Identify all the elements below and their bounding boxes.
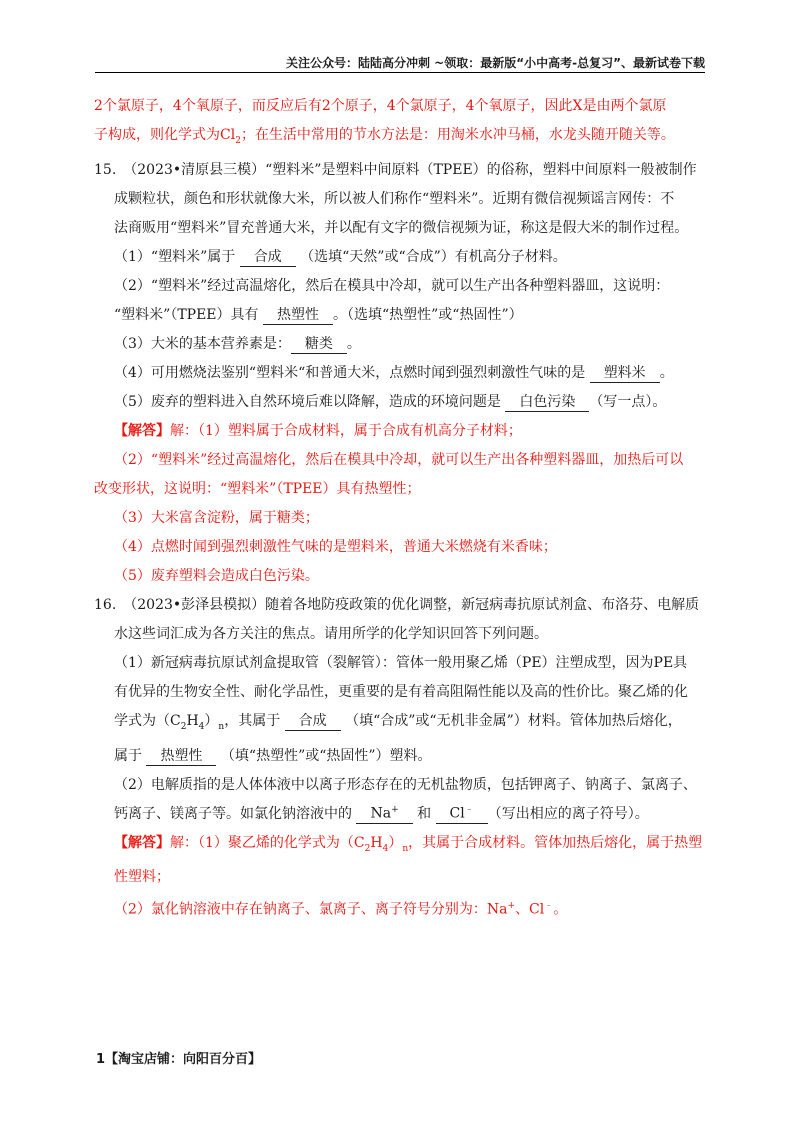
q16-part1: （1）新冠病毒抗原试剂盒提取管（裂解管）：管体一般用聚乙烯（PE）注塑成型，因为PE具	[114, 654, 688, 671]
q15-stem: 15. （2023•清原县三模）“塑料米”是塑料中间原料（TPEE）的俗称，塑料中间原料一般被制作	[94, 161, 697, 178]
q15-part2: （2）“塑料米”经过高温熔化，然后在模具中冷却，就可以生产出各种塑料器皿，这说明：	[114, 277, 670, 294]
q16-part1: 属于 热塑性 （填“热塑性”或“热固性”）塑料。	[114, 747, 432, 764]
page-header: 关注公众号：陆陆高分冲刺 ~领取：最新版“小中高考-总复习”、最新试卷下载	[286, 56, 705, 70]
answer-blank: 合成	[285, 712, 341, 731]
answer-blank: Na+	[356, 801, 412, 824]
prev-answer-line: 子构成，则化学式为$Cl_2$；在生活中常用的节水方法是：用淘米水冲马桶，水龙头随开随关等。	[94, 127, 675, 146]
footer-text: 【淘宝店铺：向阳百分百】	[105, 1052, 262, 1067]
document-body	[94, 92, 708, 925]
q15-part2: “塑料米”（TPEE）具有 热塑性 。（选填“热塑性”或“热固性”）	[114, 306, 523, 323]
q15-part1: （1）“塑料米”属于 合成 （选填“天然”或“合成”）有机高分子材料。	[114, 248, 567, 265]
q16-part2: 钙离子、镁离子等。如氯化钠溶液中的 Na+ 和 Cl﹣ （写出相应的离子符号）。	[94, 800, 708, 829]
q15-part3: （3）大米的基本营养素是： 糖类 。	[114, 335, 361, 352]
q15-solution: （4）点燃时闻到强烈刺激性气味的是塑料米，普通大米燃烧有米香味；	[114, 538, 557, 555]
solution-tag: 【解答】	[114, 422, 170, 439]
answer-blank: 糖类	[291, 335, 347, 354]
q16-part1: 学式为$(C_2H_4)_n$，其属于 合成 （填“合成”或“无机非金属”）材料。管体加热后熔化，	[114, 712, 682, 732]
answer-blank: 合成	[240, 248, 296, 267]
q16-solution: （2）氯化钠溶液中存在钠离子、氯离子、离子符号分别为：Na+、Cl﹣。	[114, 901, 568, 919]
q16-stem: 水这些词汇成为各方关注的焦点。请用所学的化学知识回答下列问题。	[114, 625, 548, 642]
header-rule	[95, 72, 705, 73]
q15-solution: （3）大米富含淀粉，属于糖类；	[114, 509, 319, 526]
q15-solution: （2）“塑料米”经过高温熔化，然后在模具中冷却，就可以生产出各种塑料器皿，加热后可以	[114, 451, 684, 468]
q15-stem: 成颗粒状，颜色和形状就像大米，所以被人们称作“塑料米”。近期有微信视频谣言网传：不	[114, 190, 675, 207]
q16-stem: 16. （2023•彭泽县模拟）随着各地防疫政策的优化调整，新冠病毒抗原试剂盒、布洛芬、电解质	[94, 596, 700, 613]
q15-part4: （4）可用燃烧法鉴别“塑料米“和普通大米，点燃时闻到强烈刺激性气味的是 塑料米 。	[114, 364, 674, 381]
q15-solution: （5）废弃塑料会造成白色污染。	[114, 567, 319, 584]
solution-tag: 【解答】	[114, 834, 170, 851]
q15-part5: （5）废弃的塑料进入自然环境后难以降解，造成的环境问题是 白色污染 （写一点）。	[114, 393, 667, 410]
page-footer	[96, 1048, 261, 1067]
q16-solution: 性塑料；	[114, 869, 170, 886]
q15-solution: 【解答】解：（1）塑料属于合成材料，属于合成有机高分子材料；	[114, 422, 522, 439]
page-number: 1	[96, 1052, 106, 1067]
q15-stem: 法商贩用“塑料米”冒充普通大米，并以配有文字的微信视频为证，称这是假大米的制作过程。	[114, 219, 689, 236]
prev-answer-line: 2个氯原子，4个氧原子，而反应后有2个原子，4个氯原子，4个氧原子，因此X是由两个氯原	[94, 98, 667, 114]
answer-blank: 塑料米	[590, 364, 660, 383]
answer-blank: 热塑性	[146, 747, 216, 766]
q16-solution: 【解答】解：（1）聚乙烯的化学式为$(C_2H_4)_n$，其属于合成材料。管体加热后熔化，属于热塑	[114, 834, 703, 854]
q16-part2: （2）电解质指的是人体体液中以离子形态存在的无机盐物质，包括钾离子、钠离子、氯离子、	[114, 776, 697, 793]
answer-blank: Cl﹣	[436, 801, 488, 824]
answer-blank: 热塑性	[263, 306, 333, 325]
q15-solution: 改变形状，这说明：“塑料米”（TPEE）具有热塑性；	[94, 480, 421, 497]
answer-blank: 白色污染	[505, 393, 589, 412]
q16-part1: 有优异的生物安全性、耐化学品性，更重要的是有着高阻隔性能以及高的性价比。聚乙烯的化	[114, 683, 688, 700]
